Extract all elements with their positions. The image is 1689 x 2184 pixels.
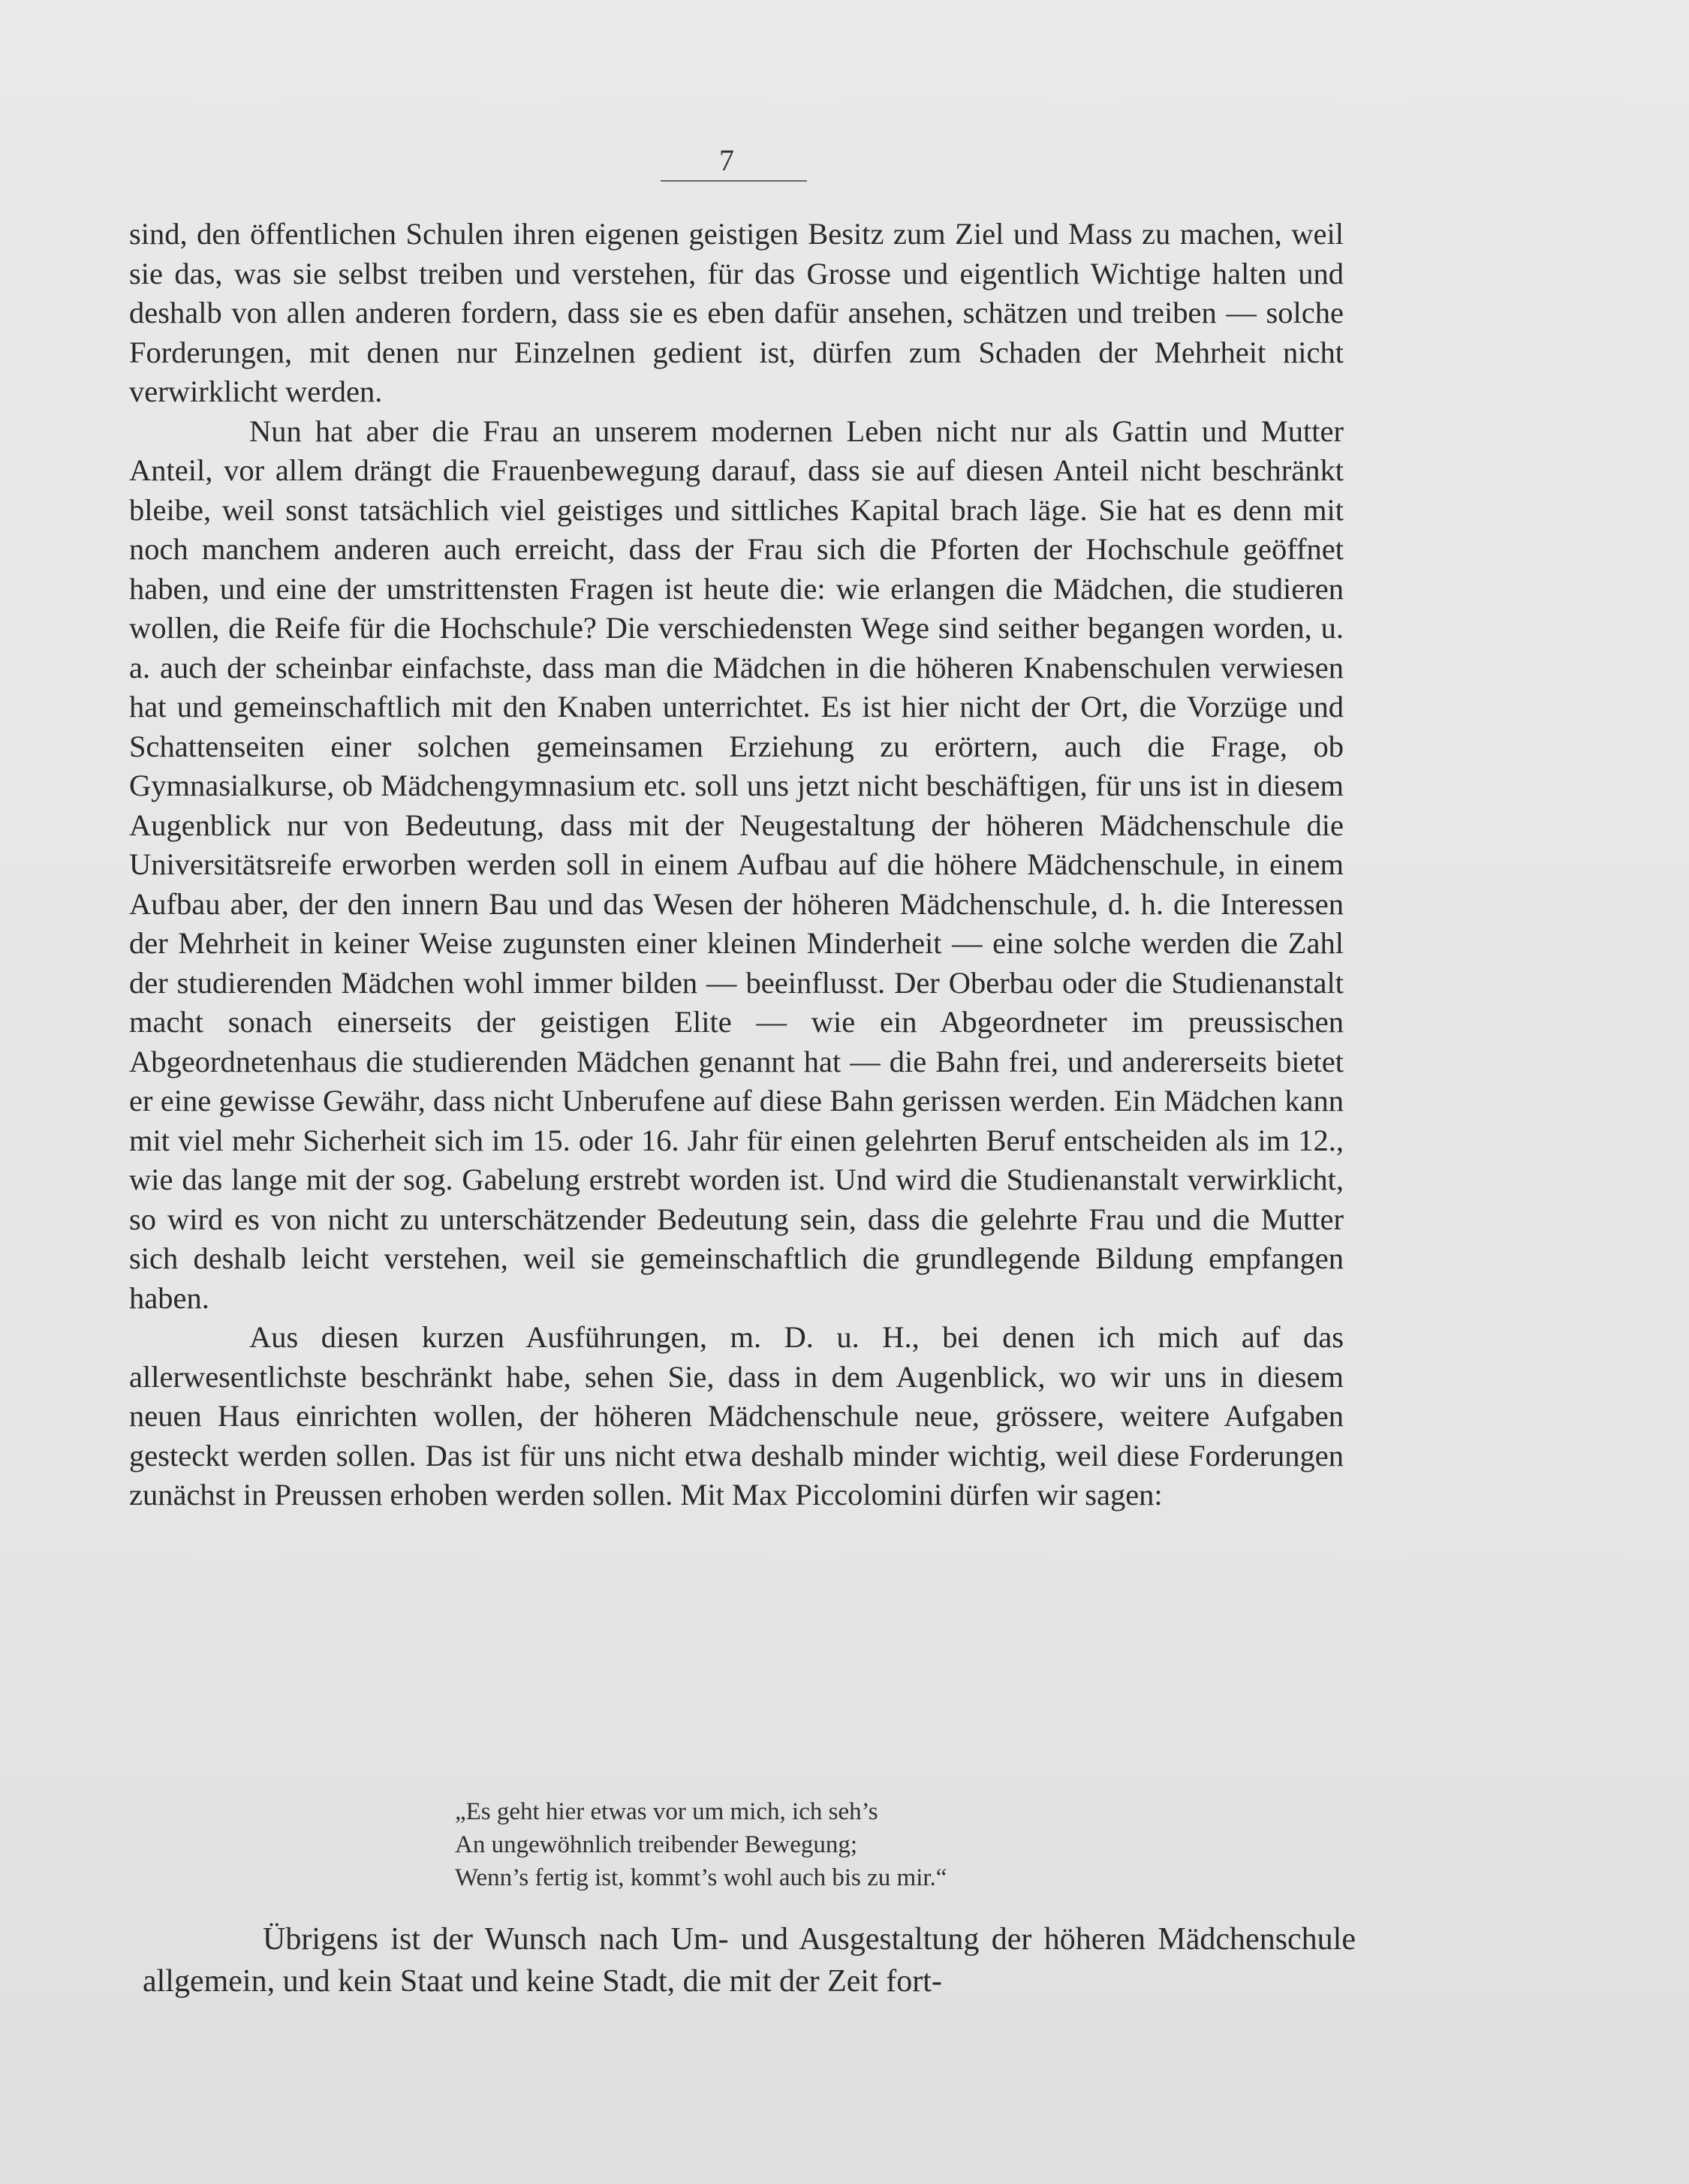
verse-quote [455,1795,1131,1894]
quote-line-1: „Es geht hier etwas vor um mich, ich seh’s [455,1798,878,1825]
header-rule [661,180,807,182]
body-text [129,215,1344,1515]
closing-paragraph: Übrigens ist der Wunsch nach Um- und Ausgestaltung der höheren Mädchenschule allgemein, und kein Staat und keine Stadt, die mit der Zeit fort- [143,1922,1356,1999]
paragraph-2: Nun hat aber die Frau an unserem modernen Leben nicht nur als Gattin und Mutter Anteil, vor allem drängt die Frauenbewegung darauf, dass sie auf diesen Anteil nicht beschränkt bleibe, weil sonst tatsächlich viel geistiges und sittliches Kapital brach läge. Sie hat es denn mit noch manchem anderen auch erreicht, dass der Frau sich die Pforten der Hochschule geöffnet haben, und eine der umstrittensten Fragen ist heute die: wie erlangen die Mädchen, die studieren wollen, die Reife für die Hochschule? Die verschiedensten Wege sind seither begangen worden, u. a. auch der scheinbar einfachste, dass man die Mädchen in die höheren Knabenschulen verwiesen hat und gemeinschaftlich mit den Knaben unterrichtet. Es ist hier nicht der Ort, die Vorzüge und Schattenseiten einer solchen gemeinsamen Erziehung zu erörtern, auch die Frage, ob Gymnasialkurse, ob Mädchengymnasium etc. soll uns jetzt nicht beschäftigen, für uns ist in diesem Augenblick nur von Bedeutung, dass mit der Neugestaltung der höheren Mädchenschule die Universitätsreife erworben werden soll in einem Aufbau auf die höhere Mädchenschule, in einem Aufbau aber, der den innern Bau und das Wesen der höheren Mädchenschule, d. h. die Interessen der Mehrheit in keiner Weise zugunsten einer kleinen Minderheit — eine solche werden die Zahl der studierenden Mädchen wohl immer bilden — beeinflusst. Der Oberbau oder die Studienanstalt macht sonach einerseits der geistigen Elite — wie ein Abgeordneter im preussischen Abgeordnetenhaus die studierenden Mädchen genannt hat — die Bahn frei, und andererseits bietet er eine gewisse Gewähr, dass nicht Unberufene auf diese Bahn gerissen werden. Ein Mädchen kann mit viel mehr Sicherheit sich im 15. oder 16. Jahr für einen gelehrten Beruf entscheiden als im 12., wie das lange mit der sog. Gabelung erstrebt worden ist. Und wird die Studienanstalt verwirklicht, so wird es von nicht zu unterschätzender Bedeutung sein, dass die gelehrte Frau und die Mutter sich deshalb leicht verstehen, weil sie gemeinschaftlich die grundlegende Bildung empfangen haben. [129,414,1344,1315]
quote-line-3: Wenn’s fertig ist, kommt’s wohl auch bis zu mir.“ [455,1864,947,1891]
page-header [661,143,811,188]
paragraph-3: Aus diesen kurzen Ausführungen, m. D. u. H., bei denen ich mich auf das allerwesentlichste beschränkt habe, sehen Sie, dass in dem Augenblick, wo wir uns in diesem neuen Haus einrichten wollen, der höheren Mädchenschule neue, grössere, weitere Aufgaben gesteckt werden sollen. Das ist für uns nicht etwa deshalb minder wichtig, weil diese Forderungen zunächst in Preussen erhoben werden sollen. Mit Max Piccolomini dürfen wir sagen: [129,1320,1344,1512]
paragraph-1: sind, den öffentlichen Schulen ihren eigenen geistigen Besitz zum Ziel und Mass zu machen, weil sie das, was sie selbst treiben und verstehen, für das Grosse und eigentlich Wichtige halten und deshalb von allen anderen fordern, dass sie es eben dafür ansehen, schätzen und treiben — solche Forderungen, mit denen nur Einzelnen gedient ist, dürfen zum Schaden der Mehrheit nicht verwirklicht werden. [129,217,1344,408]
quote-line-2: An ungewöhnlich treibender Bewegung; [455,1831,858,1858]
page-number: 7 [719,143,734,177]
